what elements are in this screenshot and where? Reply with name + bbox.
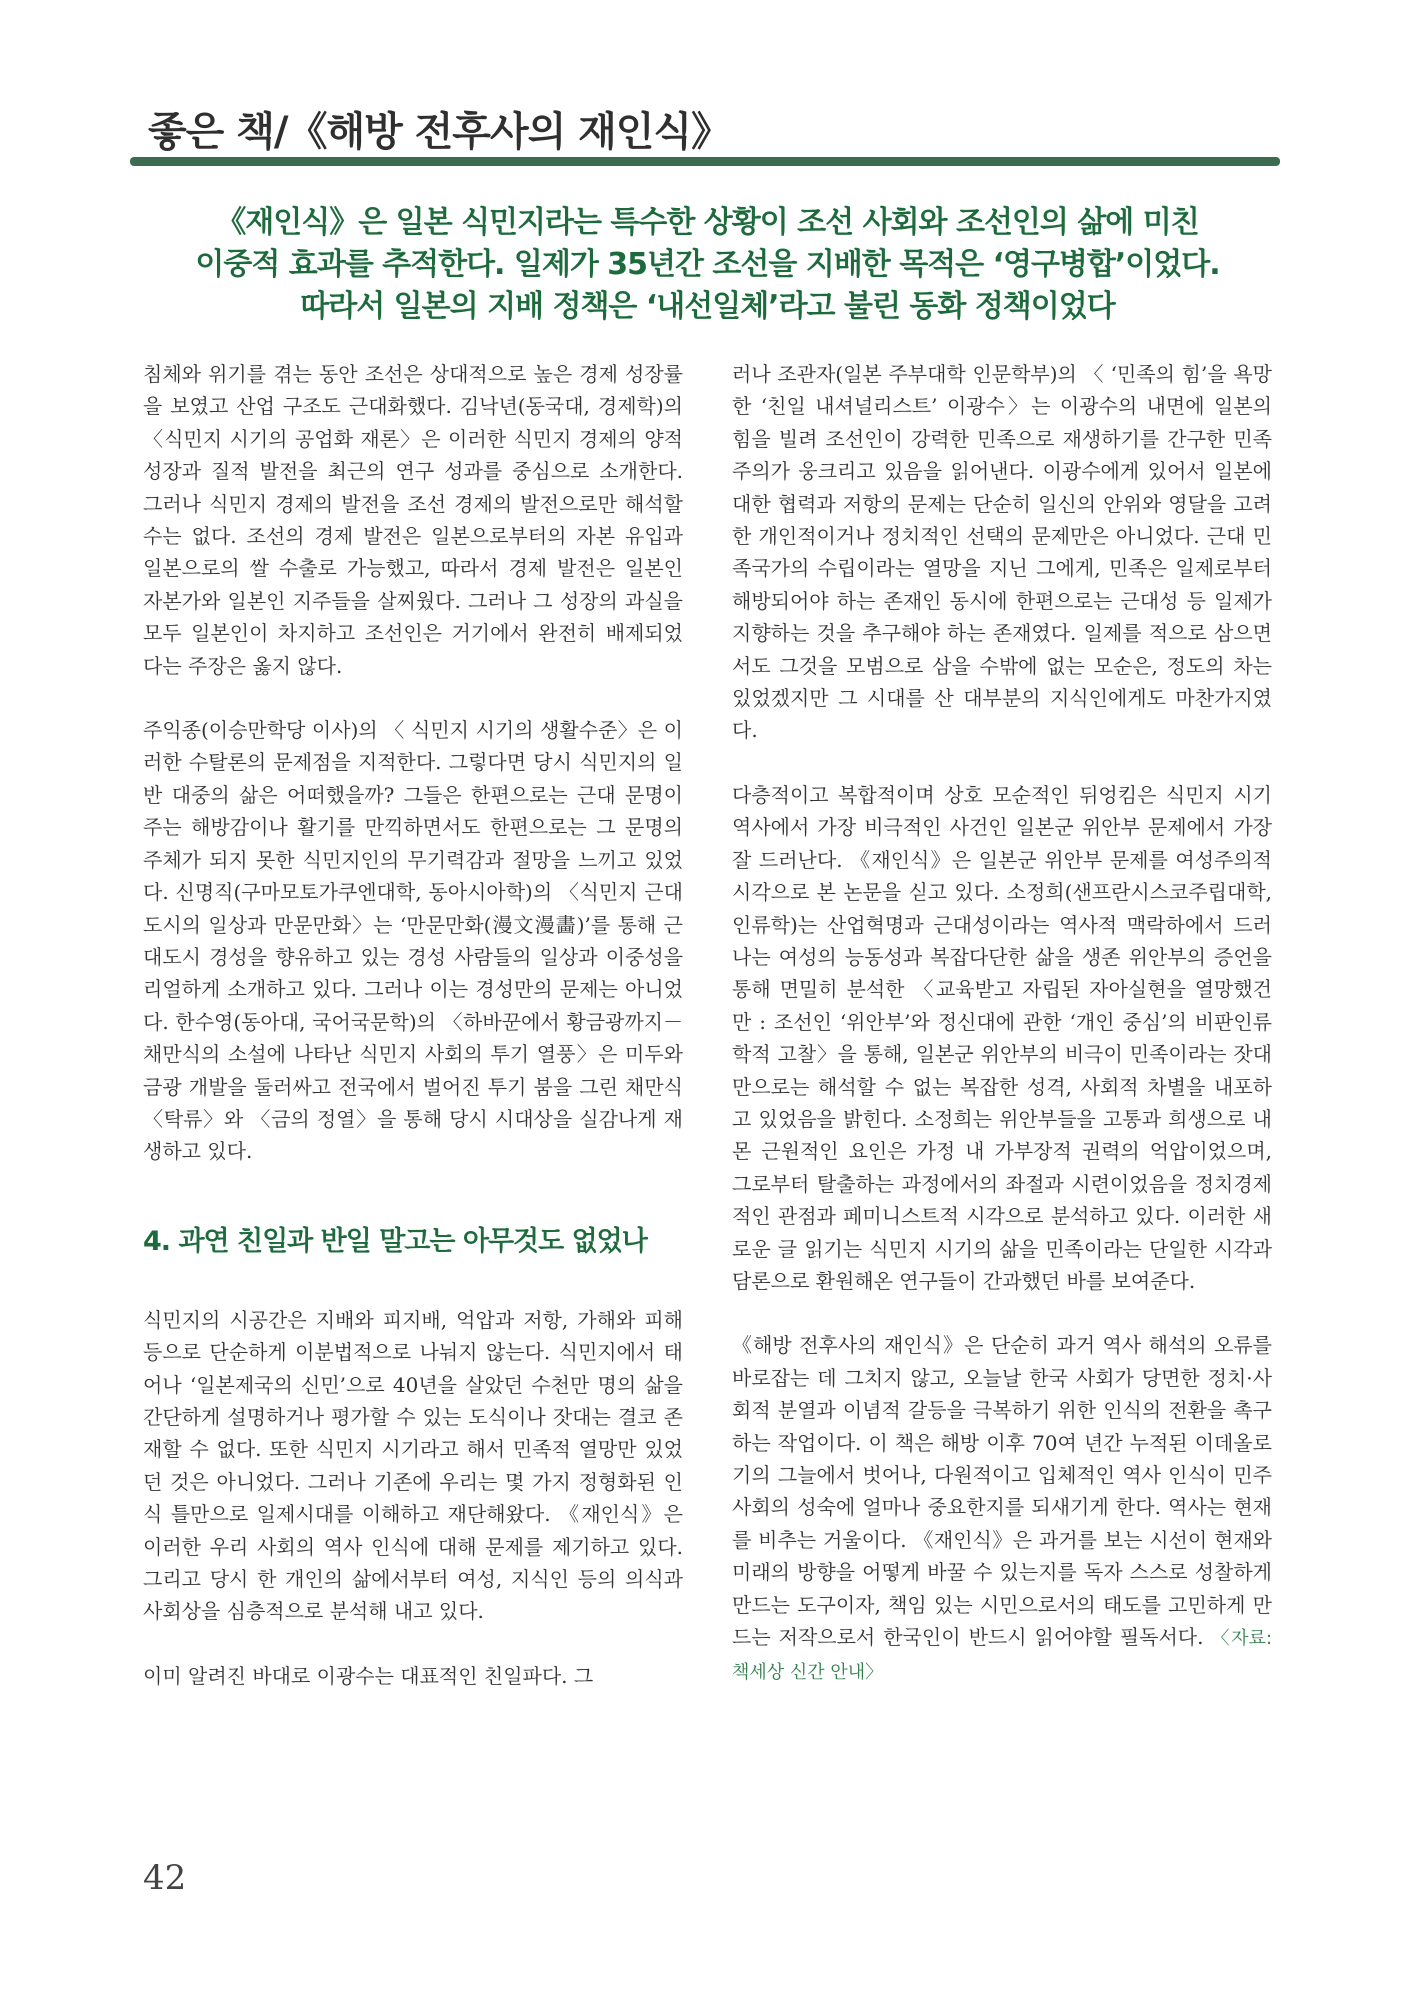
closing-text: 《해방 전후사의 재인식》은 단순히 과거 역사 해석의 오류를 바로잡는 데 그치지 않고, 오늘날 한국 사회가 당면한 정치·사회적 분열과 이념적 갈등을 극복하기 위한 인식의 전환을 촉구하는 작업이다. 이 책은 해방 이후 70여 년간 누적된 이데올로기의 그늘에서 벗어나, 다원적이고 입체적인 역사 인식이 민주 사회의 성숙에 얼마나 중요한지를 되새기게 한다. 역사는 현재를 비추는 거울이다. 《재인식》은 과거를 보는 시선이 현재와 미래의 방향을 어떻게 바꿀 수 있는지를 독자 스스로 성찰하게 만드는 도구이자, 책임 있는 시민으로서의 태도를 고민하게 만드는 저작으로서 한국인이 반드시 읽어야할 필독서다. [732,1333,1272,1650]
section-heading: 4. 과연 친일과 반일 말고는 아무것도 없었나 [143,1225,647,1257]
body-paragraph: 침체와 위기를 겪는 동안 조선은 상대적으로 높은 경제 성장률을 보였고 산업 구조도 근대화했다. 김낙년(동국대, 경제학)의 〈식민지 시기의 공업화 재론〉은 이러한 식민지 경제의 양적 성장과 질적 발전을 최근의 연구 성과를 중심으로 소개한다. 그러나 식민지 경제의 발전을 조선 경제의 발전으로만 해석할 수는 없다. 조선의 경제 발전은 일본으로부터의 자본 유입과 일본으로의 쌀 수출로 가능했고, 따라서 경제 발전은 일본인 자본가와 일본인 지주들을 살찌웠다. 그러나 그 성장의 과실을 모두 일본인이 차지하고 조선인은 거기에서 완전히 배제되었다는 주장은 옳지 않다. [143,362,683,678]
page-title: 좋은 책/《해방 전후사의 재인식》 [148,109,731,155]
lead-summary [150,202,1265,328]
left-column [143,358,683,1692]
body-paragraph: 주익종(이승만학당 이사)의 〈 식민지 시기의 생활수준〉은 이러한 수탈론의 문제점을 지적한다. 그렇다면 당시 식민지의 일반 대중의 삶은 어떠했을까? 그들은 한편으로는 근대 문명이 주는 해방감이나 활기를 만끽하면서도 한편으로는 그 문명의 주체가 되지 못한 식민지인의 무기력감과 절망을 느끼고 있었다. 신명직(구마모토가쿠엔대학, 동아시아학)의 〈식민지 근대도시의 일상과 만문만화〉는 ‘만문만화(漫文漫畵)’를 통해 근대도시 경성을 향유하고 있는 경성 사람들의 일상과 이중성을 리얼하게 소개하고 있다. 그러나 이는 경성만의 문제는 아니었다. 한수영(동아대, 국어국문학)의 〈하바꾼에서 황금광까지－채만식의 소설에 나타난 식민지 사회의 투기 열풍〉은 미두와 금광 개발을 둘러싸고 전국에서 벌어진 투기 붐을 그린 채만식 〈탁류〉와 〈금의 정열〉을 통해 당시 시대상을 실감나게 재생하고 있다. [143,718,683,1164]
page-number: 42 [143,1858,187,1898]
body-paragraph: 식민지의 시공간은 지배와 피지배, 억압과 저항, 가해와 피해 등으로 단순하게 이분법적으로 나눠지 않는다. 식민지에서 태어나 ‘일본제국의 신민’으로 40년을 살았던 수천만 명의 삶을 간단하게 설명하거나 평가할 수 있는 도식이나 잣대는 결코 존재할 수 없다. 또한 식민지 시기라고 해서 민족적 열망만 있었던 것은 아니었다. 그러나 기존에 우리는 몇 가지 정형화된 인식 틀만으로 일제시대를 이해하고 재단해왔다. 《재인식》은 이러한 우리 사회의 역사 인식에 대해 문제를 제기하고 있다. 그리고 당시 한 개인의 삶에서부터 여성, 지식인 등의 의식과 사회상을 심층적으로 분석해 내고 있다. [143,1307,683,1624]
body-paragraph: 러나 조관자(일본 주부대학 인문학부)의 〈 ‘민족의 힘’을 욕망한 ‘친일 내셔널리스트’ 이광수〉는 이광수의 내면에 일본의 힘을 빌려 조선인이 강력한 민족으로 재생하기를 간구한 민족주의가 웅크리고 있음을 읽어낸다. 이광수에게 있어서 일본에 대한 협력과 저항의 문제는 단순히 일신의 안위와 영달을 고려한 개인적이거나 정치적인 선택의 문제만은 아니었다. 근대 민족국가의 수립이라는 열망을 지닌 그에게, 민족은 일제로부터 해방되어야 하는 존재인 동시에 한편으로는 근대성 등 일제가 지향하는 것을 추구해야 하는 존재였다. 일제를 적으로 삼으면서도 그것을 모범으로 삼을 수밖에 없는 모순은, 정도의 차는 있었겠지만 그 시대를 산 대부분의 지식인에게도 마찬가지였다. [732,362,1272,743]
lead-line: 이중적 효과를 추적한다. 일제가 35년간 조선을 지배한 목적은 ‘영구병합’이었다. [195,247,1220,282]
lead-line: 《재인식》은 일본 식민지라는 특수한 상황이 조선 사회와 조선인의 삶에 미친 [216,205,1199,240]
title-divider [130,157,1280,166]
body-paragraph-closing [732,1329,1272,1689]
right-column [732,358,1272,1690]
lead-line: 따라서 일본의 지배 정책은 ‘내선일체’라고 불린 동화 정책이었다 [300,289,1115,324]
body-paragraph: 이미 알려진 바대로 이광수는 대표적인 친일파다. 그 [143,1663,594,1688]
source-credit: 〈자료:책세상 신간 안내〉 [732,1628,1273,1684]
body-paragraph: 다층적이고 복합적이며 상호 모순적인 뒤엉킴은 식민지 시기 역사에서 가장 비극적인 사건인 일본군 위안부 문제에서 가장 잘 드러난다. 《재인식》은 일본군 위안부 문제를 여성주의적 시각으로 본 논문을 싣고 있다. 소정희(샌프란시스코주립대학, 인류학)는 산업혁명과 근대성이라는 역사적 맥락하에서 드러나는 여성의 능동성과 복잡다단한 삶을 생존 위안부의 증언을 통해 면밀히 분석한 〈교육받고 자립된 자아실현을 열망했건만 : 조선인 ‘위안부’와 정신대에 관한 ‘개인 중심’의 비판인류학적 고찰〉을 통해, 일본군 위안부의 비극이 민족이라는 잣대만으로는 해석할 수 없는 복잡한 성격, 사회적 차별을 내포하고 있었음을 밝힌다. 소정희는 위안부들을 고통과 희생으로 내몬 근원적인 요인은 가정 내 가부장적 권력의 억압이었으며, 그로부터 탈출하는 과정에서의 좌절과 시련이었음을 정치경제적인 관점과 페미니스트적 시각으로 분석하고 있다. 이러한 새로운 글 읽기는 식민지 시기의 삶을 민족이라는 단일한 시각과 담론으로 환원해온 연구들이 간과했던 바를 보여준다. [732,782,1272,1293]
